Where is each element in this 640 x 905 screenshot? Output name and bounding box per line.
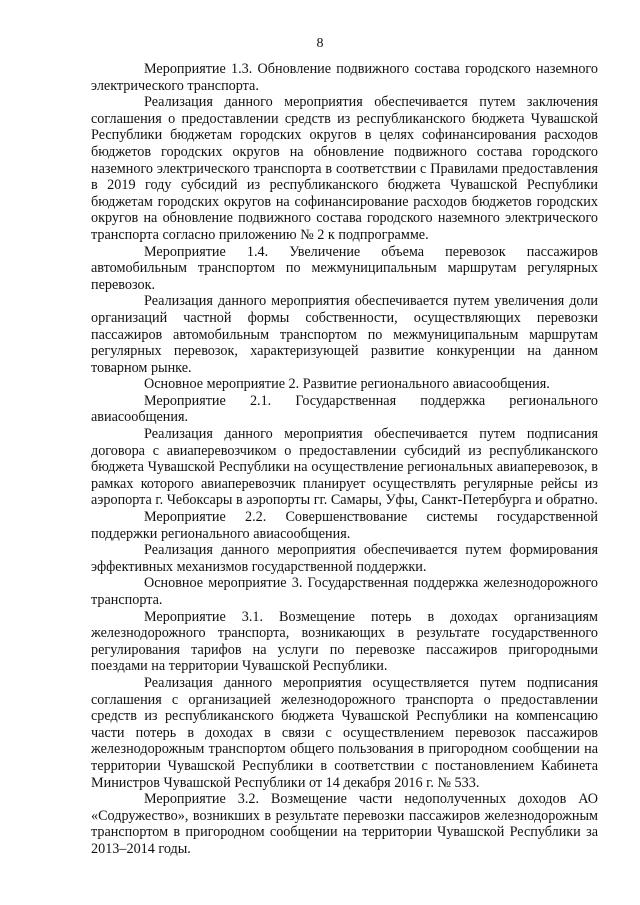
paragraph-measure-3-1: Мероприятие 3.1. Возмещение потерь в доходах организациям железнодорожного транспорта, возникающих в результате государственного регулирования тарифов на услуги по перевозке пассажиров пригородными поездами на территории Чувашской Республики. xyxy=(91,608,598,675)
document-body xyxy=(91,61,598,858)
paragraph-main-measure-3: Основное мероприятие 3. Государственная поддержка железнодорожного транспорта. xyxy=(91,575,598,608)
paragraph-measure-1-4: Мероприятие 1.4. Увеличение объема перевозок пассажиров автомобильным транспортом по межмуниципальным маршрутам регулярных перевозок. xyxy=(91,243,598,293)
page-number: 8 xyxy=(316,36,324,51)
paragraph-measure-1-4-implementation: Реализация данного мероприятия обеспечивается путем увеличения доли организаций частной формы собственности, осуществляющих перевозки пассажиров автомобильным транспортом по межмуниципальным маршрутам регулярных перевозок, характеризующей развитие конкуренции на данном товарном рынке. xyxy=(91,293,598,376)
paragraph-measure-2-1: Мероприятие 2.1. Государственная поддержка регионального авиасообщения. xyxy=(91,392,598,426)
paragraph-measure-2-2-implementation: Реализация данного мероприятия обеспечивается путем формирования эффективных механизмов государственной поддержки. xyxy=(91,542,598,575)
paragraph-measure-2-1-implementation: Реализация данного мероприятия обеспечивается путем подписания договора с авиаперевозчиком о предоставлении субсидий из республиканского бюджета Чувашской Республики на осуществление региональных авиаперевозок, в рамках которого авиаперевозчик планирует осуществлять регулярные рейсы из аэропорта г. Чебоксары в аэропорты гг. Самары, Уфы, Санкт-Петербурга и обратно. xyxy=(91,426,598,509)
paragraph-measure-3-1-implementation: Реализация данного мероприятия осуществляется путем подписания соглашения с организацией железнодорожного транспорта о предоставлении средств из республиканского бюджета Чувашской Республики на компенсацию части потерь в доходах в связи с осуществлением перевозок пассажиров железнодорожным транспортом общего пользования в пригородном сообщении на территории Чувашской Республики в соответствии с постановлением Кабинета Министров Чувашской Республики от 14 декабря 2016 г. № 533. xyxy=(91,674,598,791)
paragraph-measure-2-2: Мероприятие 2.2. Совершенствование системы государственной поддержки регионального авиасообщения. xyxy=(91,509,598,542)
paragraph-measure-3-2: Мероприятие 3.2. Возмещение части недополученных доходов АО «Содружество», возникших в результате перевозки пассажиров железнодорожным транспортом в пригородном сообщении на территории Чувашской Республики за 2013–2014 годы. xyxy=(91,791,598,857)
paragraph-main-measure-2: Основное мероприятие 2. Развитие регионального авиасообщения. xyxy=(144,376,550,393)
paragraph-measure-1-3-implementation: Реализация данного мероприятия обеспечивается путем заключения соглашения о предоставлении средств из республиканского бюджета Чувашской Республики бюджетам городских округов в целях софинансирования расходов бюджетов городских округов на обновление подвижного состава городского наземного электрического транспорта в соответствии с Правилами предоставления в 2019 году субсидий из республиканского бюджета Чувашской Республики бюджетам городских округов на софинансирование расходов бюджетов городских округов на обновление подвижного состава городского наземного электрического транспорта согласно приложению № 2 к подпрограмме. xyxy=(91,94,598,243)
paragraph-measure-1-3: Мероприятие 1.3. Обновление подвижного состава городского наземного электрического транспорта. xyxy=(91,61,598,94)
